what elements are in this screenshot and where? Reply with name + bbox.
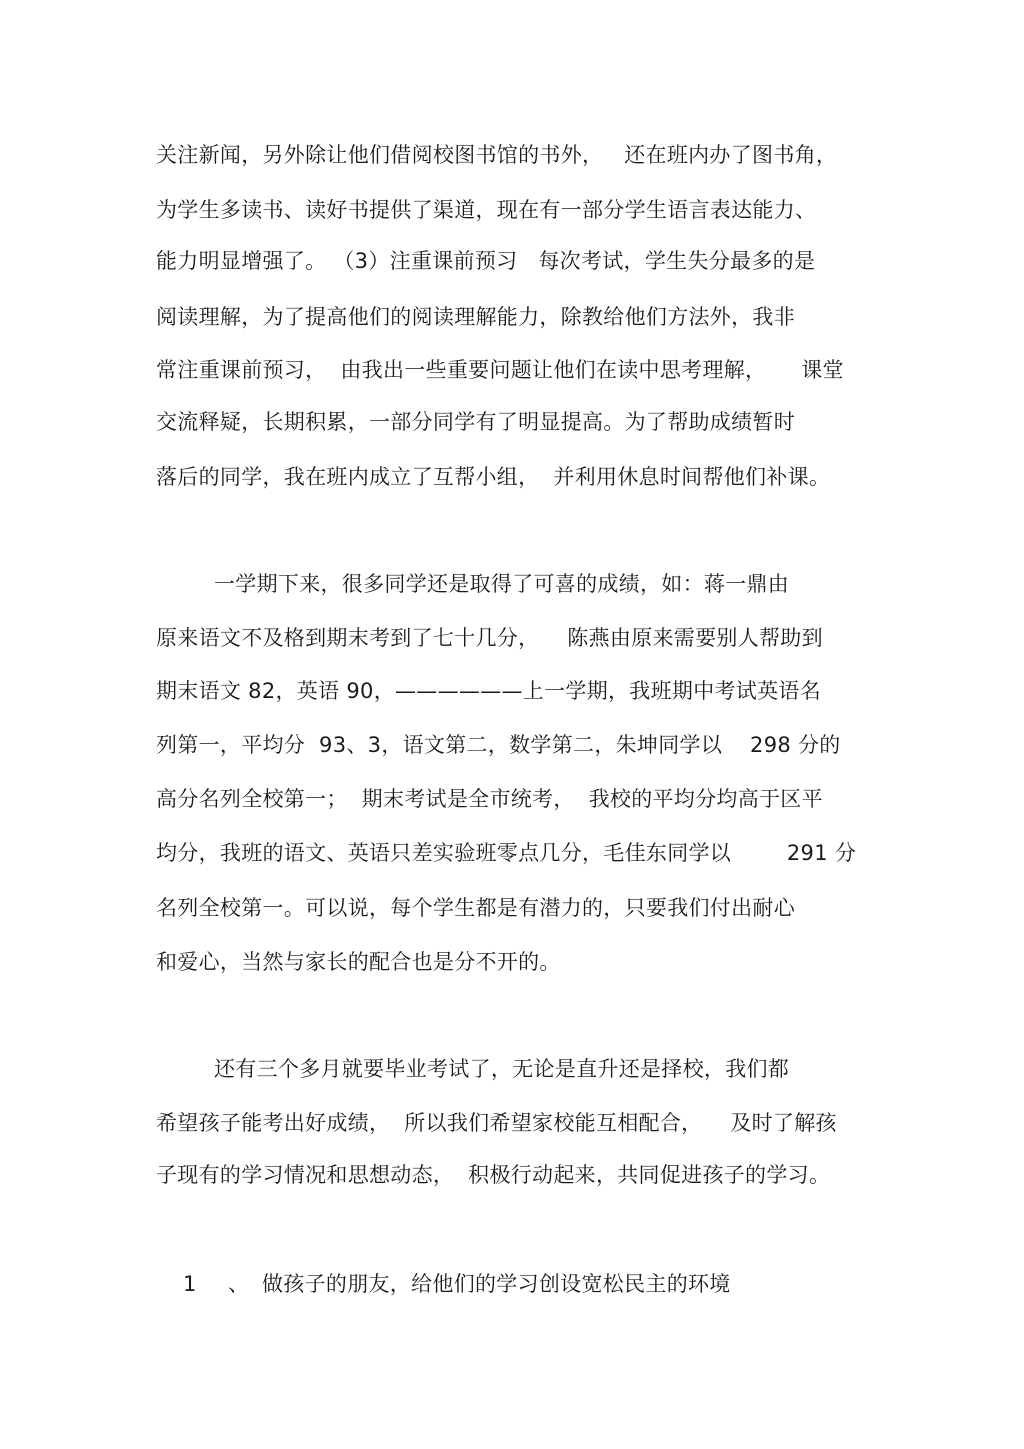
paragraph-2-line-3: 期末语文 82，英语 90，——————上一学期，我班期中考试英语名 [156, 679, 821, 703]
paragraph-3-line-1: 还有三个多月就要毕业考试了，无论是直升还是择校，我们都 [214, 1057, 790, 1081]
paragraph-1-line-6: 交流释疑，长期积累，一部分同学有了明显提高。为了帮助成绩暂时 [156, 410, 795, 434]
paragraph-2-line-1: 一学期下来，很多同学还是取得了可喜的成绩，如：蒋一鼎由 [214, 572, 790, 596]
list-item-separator: 、 [228, 1272, 249, 1296]
paragraph-3-line-3: 子现有的学习情况和思想动态， 积极行动起来，共同促进孩子的学习。 [156, 1163, 831, 1187]
list-item-text: 做孩子的朋友，给他们的学习创设宽松民主的环境 [262, 1272, 731, 1296]
paragraph-3-line-2: 希望孩子能考出好成绩， 所以我们希望家校能互相配合， 及时了解孩 [156, 1111, 837, 1135]
paragraph-1-line-5: 常注重课前预习， 由我出一些重要问题让他们在读中思考理解， 课堂 [156, 358, 844, 382]
paragraph-1-line-2: 为学生多读书、读好书提供了渠道，现在有一部分学生语言表达能力、 [156, 198, 817, 222]
paragraph-1-line-1: 关注新闻，另外除让他们借阅校图书馆的书外， 还在班内办了图书角， [156, 143, 838, 167]
paragraph-1-line-3: 能力明显增强了。 （3）注重课前预习 每次考试，学生失分最多的是 [156, 249, 816, 273]
paragraph-2-line-6: 均分，我班的语文、英语只差实验班零点几分，毛佳东同学以 291 分 [156, 841, 857, 865]
paragraph-1-line-4: 阅读理解，为了提高他们的阅读理解能力，除教给他们方法外，我非 [156, 305, 795, 329]
paragraph-2-line-7: 名列全校第一。可以说，每个学生都是有潜力的，只要我们付出耐心 [156, 896, 795, 920]
paragraph-1-line-7: 落后的同学，我在班内成立了互帮小组， 并利用休息时间帮他们补课。 [156, 465, 831, 489]
paragraph-2-line-4: 列第一，平均分 93、3，语文第二，数学第二，朱坤同学以 298 分的 [156, 733, 841, 757]
list-item-number: 1 [183, 1272, 197, 1296]
paragraph-2-line-8: 和爱心，当然与家长的配合也是分不开的。 [156, 950, 561, 974]
paragraph-2-line-5: 高分名列全校第一； 期末考试是全市统考， 我校的平均分均高于区平 [156, 787, 823, 811]
paragraph-2-line-2: 原来语文不及格到期末考到了七十几分， 陈燕由原来需要别人帮助到 [156, 626, 823, 650]
